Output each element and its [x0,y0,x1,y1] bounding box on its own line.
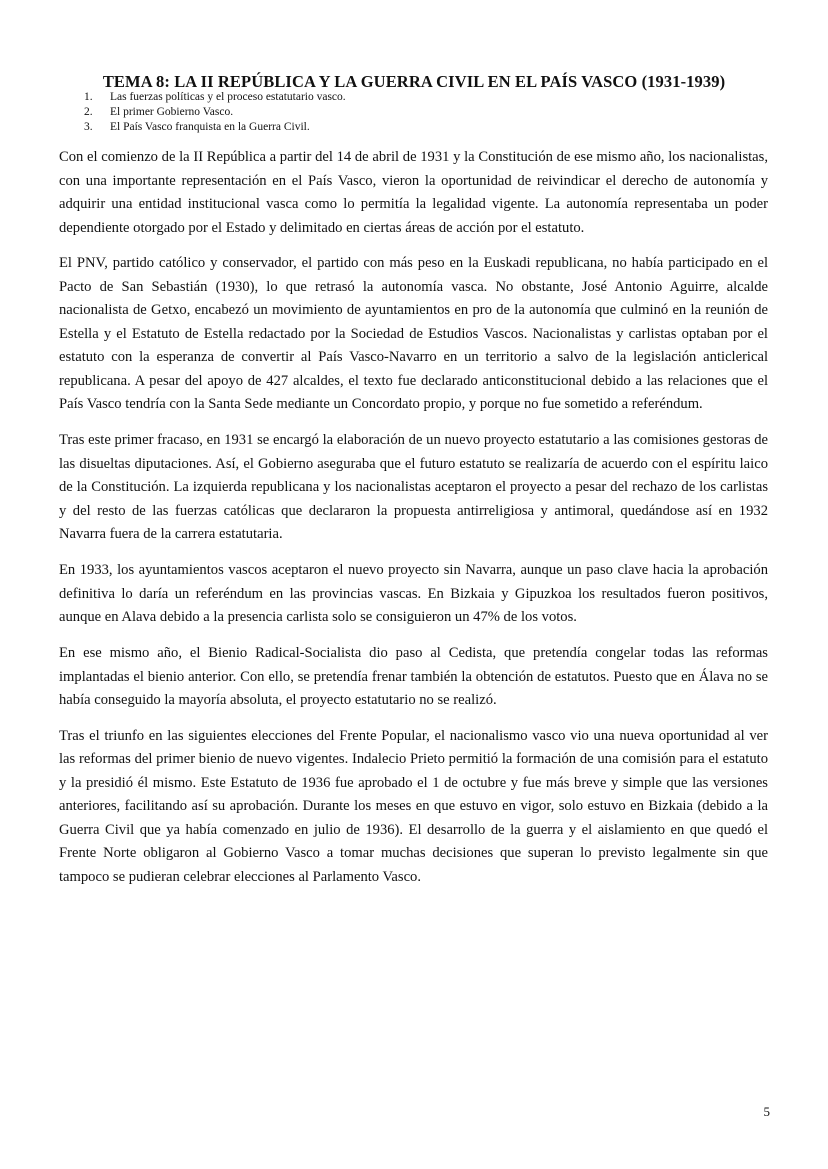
paragraph: En ese mismo año, el Bienio Radical-Socialista dio paso al Cedista, que pretendía congelar todas las reformas implantadas el bienio anterior. Con ello, se pretendía frenar también la obtención de estatutos. Puesto que en Álava no se había conseguido la mayoría absoluta, el proyecto estatutario no se realizó. [59,645,768,709]
outline-item [84,90,346,105]
paragraph: Tras el triunfo en las siguientes elecciones del Frente Popular, el nacionalismo vasco vio una nueva oportunidad al ver las reformas del primer bienio de nuevo vigentes. Indalecio Prieto permitió la formación de una comisión para el estatuto y la presidió él mismo. Este Estatuto de 1936 fue aprobado el 1 de octubre y fue más breve y simple que las versiones anteriores, facilitando así su aprobación. Durante los meses en que estuvo en vigor, solo estuvo en Bizkaia (debido a la Guerra Civil que ya había comenzado en julio de 1936). El desarrollo de la guerra y el aislamiento en que quedó el Frente Norte obligaron al Gobierno Vasco a tomar muchas decisiones que superan lo previsto legalmente sin que tampoco se pudieran celebrar elecciones al Parlamento Vasco. [59,727,768,885]
outline-item-number: 1. [84,91,93,103]
page-number: 5 [763,1104,770,1119]
outline-item-text: Las fuerzas políticas y el proceso estatutario vasco. [110,91,346,103]
body-text [59,146,768,902]
paragraph: El PNV, partido católico y conservador, el partido con más peso en la Euskadi republicana, no había participado en el Pacto de San Sebastián (1930), lo que retrasó la autonomía vasca. No obstante, José Antonio Aguirre, alcalde nacionalista de Getxo, encabezó un movimiento de ayuntamientos en pro de la autonomía que culminó en la reunión de Estella y el Estatuto de Estella redactado por la Sociedad de Estudios Vascos. Nacionalistas y carlistas optaban por el estatuto con la esperanza de convertir al País Vasco-Navarro en un territorio a salvo de la legislación anticlerical republicana. A pesar del apoyo de 427 alcaldes, el texto fue declarado anticonstitucional debido a las relaciones que el País Vasco tendría con la Santa Sede mediante un Concordato propio, y porque no fue sometido a referéndum. [59,255,768,413]
outline-item-text: El primer Gobierno Vasco. [110,106,234,118]
outline-item-number: 3. [84,121,93,133]
paragraph: Con el comienzo de la II República a partir del 14 de abril de 1931 y la Constitución de ese mismo año, los nacionalistas, con una importante representación en el País Vasco, vieron la oportunidad de reivindicar el derecho de autonomía y adquirir una entidad institucional vasca como lo permitía la legalidad vigente. La autonomía representaba un poder dependiente otorgado por el Estado y delimitado en ciertas áreas de acción por el estatuto. [59,149,768,236]
outline-item-text: El País Vasco franquista en la Guerra Civil. [110,121,310,133]
paragraph: Tras este primer fracaso, en 1931 se encargó la elaboración de un nuevo proyecto estatutario a las comisiones gestoras de las disueltas diputaciones. Así, el Gobierno aseguraba que el futuro estatuto se realizaría de acuerdo con el espíritu laico de la Constitución. La izquierda republicana y los nacionalistas aceptaron el proyecto a pesar del rechazo de los carlistas y del resto de las fuerzas católicas que declararon la propuesta antirreligiosa y antimoral, quedándose así en 1932 Navarra fuera de la carrera estatutaria. [59,432,768,543]
page-title: TEMA 8: LA II REPÚBLICA Y LA GUERRA CIVIL EN EL PAÍS VASCO (1931-1939) [102,72,726,92]
outline-item-number: 2. [84,106,93,118]
outline-item [84,105,346,120]
paragraph: En 1933, los ayuntamientos vascos aceptaron el nuevo proyecto sin Navarra, aunque un paso clave hacia la aprobación definitiva lo daría un referéndum en las provincias vascas. En Bizkaia y Gipuzkoa los resultados fueron positivos, aunque en Alava debido a la presencia carlista solo se consiguieron un 47% de los votos. [59,562,768,626]
topic-outline [84,90,346,135]
outline-item [84,120,346,135]
